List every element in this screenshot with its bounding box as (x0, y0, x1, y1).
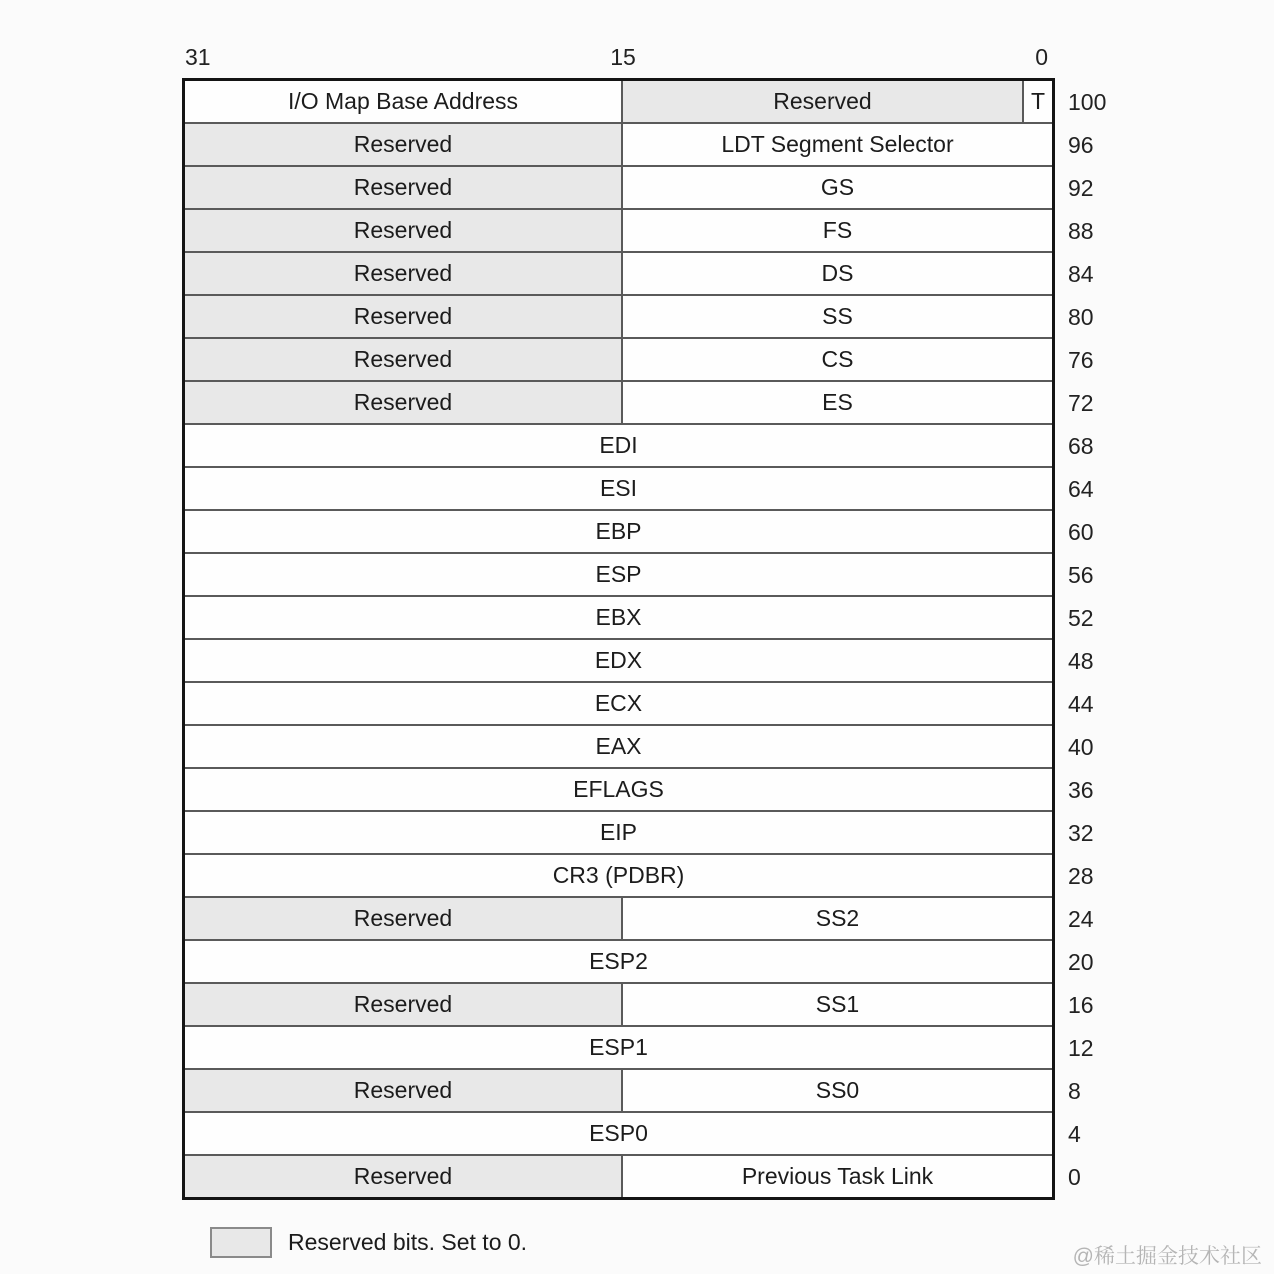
cell-ebx: EBX (185, 597, 1052, 638)
cell-reserved: Reserved (185, 167, 623, 208)
offset-44: 44 (1068, 691, 1094, 717)
offset-56: 56 (1068, 562, 1094, 588)
offset-64: 64 (1068, 476, 1094, 502)
tss-row-8 (185, 1070, 1052, 1113)
cell-reserved: Reserved (185, 1156, 623, 1197)
cell-fs: FS (623, 210, 1052, 251)
cell-cs: CS (623, 339, 1052, 380)
offset-88: 88 (1068, 218, 1094, 244)
tss-row-28 (185, 855, 1052, 898)
tss-row-100 (185, 81, 1052, 124)
offset-76: 76 (1068, 347, 1094, 373)
cell-ss0: SS0 (623, 1070, 1052, 1111)
offset-20: 20 (1068, 949, 1094, 975)
cell-eflags: EFLAGS (185, 769, 1052, 810)
cell-reserved: Reserved (185, 1070, 623, 1111)
cell-reserved: Reserved (185, 382, 623, 423)
tss-table (182, 78, 1055, 1200)
offset-92: 92 (1068, 175, 1094, 201)
tss-row-20 (185, 941, 1052, 984)
cell-ss2: SS2 (623, 898, 1052, 939)
cell-edx: EDX (185, 640, 1052, 681)
cell-ldt-segment-selector: LDT Segment Selector (623, 124, 1052, 165)
tss-row-48 (185, 640, 1052, 683)
tss-row-32 (185, 812, 1052, 855)
cell-esp2: ESP2 (185, 941, 1052, 982)
cell-ds: DS (623, 253, 1052, 294)
cell-esp0: ESP0 (185, 1113, 1052, 1154)
reserved-swatch (210, 1227, 272, 1258)
offset-32: 32 (1068, 820, 1094, 846)
cell-reserved: Reserved (185, 339, 623, 380)
cell-reserved: Reserved (623, 81, 1022, 122)
tss-row-68 (185, 425, 1052, 468)
tss-row-84 (185, 253, 1052, 296)
offset-24: 24 (1068, 906, 1094, 932)
cell-t: T (1022, 81, 1052, 122)
tss-row-4 (185, 1113, 1052, 1156)
watermark: @稀土掘金技术社区 (1072, 1245, 1262, 1268)
tss-row-40 (185, 726, 1052, 769)
tss-row-96 (185, 124, 1052, 167)
tss-row-24 (185, 898, 1052, 941)
tss-row-72 (185, 382, 1052, 425)
cell-reserved: Reserved (185, 124, 623, 165)
tss-row-52 (185, 597, 1052, 640)
tss-row-60 (185, 511, 1052, 554)
cell-esi: ESI (185, 468, 1052, 509)
offset-60: 60 (1068, 519, 1094, 545)
offset-40: 40 (1068, 734, 1094, 760)
offset-72: 72 (1068, 390, 1094, 416)
bit-label-31: 31 (185, 44, 211, 70)
cell-edi: EDI (185, 425, 1052, 466)
cell-eip: EIP (185, 812, 1052, 853)
offset-column (1068, 81, 1106, 1199)
tss-row-76 (185, 339, 1052, 382)
cell-ebp: EBP (185, 511, 1052, 552)
cell-reserved: Reserved (185, 210, 623, 251)
cell-esp: ESP (185, 554, 1052, 595)
offset-8: 8 (1068, 1078, 1081, 1104)
cell-es: ES (623, 382, 1052, 423)
cell-reserved: Reserved (185, 984, 623, 1025)
offset-4: 4 (1068, 1121, 1081, 1147)
legend-label: Reserved bits. Set to 0. (288, 1229, 528, 1255)
tss-row-36 (185, 769, 1052, 812)
tss-row-44 (185, 683, 1052, 726)
offset-48: 48 (1068, 648, 1094, 674)
cell-previous-task-link: Previous Task Link (623, 1156, 1052, 1197)
cell-i-o-map-base-address: I/O Map Base Address (185, 81, 623, 122)
offset-80: 80 (1068, 304, 1094, 330)
offset-52: 52 (1068, 605, 1094, 631)
tss-row-64 (185, 468, 1052, 511)
cell-eax: EAX (185, 726, 1052, 767)
cell-ss: SS (623, 296, 1052, 337)
bit-label-0: 0 (1035, 44, 1048, 70)
tss-row-88 (185, 210, 1052, 253)
tss-row-0 (185, 1156, 1052, 1197)
tss-row-92 (185, 167, 1052, 210)
offset-68: 68 (1068, 433, 1094, 459)
offset-100: 100 (1068, 89, 1107, 115)
offset-0: 0 (1068, 1164, 1081, 1190)
cell-reserved: Reserved (185, 296, 623, 337)
offset-28: 28 (1068, 863, 1094, 889)
tss-row-16 (185, 984, 1052, 1027)
cell-ecx: ECX (185, 683, 1052, 724)
offset-16: 16 (1068, 992, 1094, 1018)
offset-96: 96 (1068, 132, 1094, 158)
cell-gs: GS (623, 167, 1052, 208)
cell-cr3-pdbr: CR3 (PDBR) (185, 855, 1052, 896)
tss-row-12 (185, 1027, 1052, 1070)
offset-36: 36 (1068, 777, 1094, 803)
offset-84: 84 (1068, 261, 1094, 287)
offset-12: 12 (1068, 1035, 1094, 1061)
cell-reserved: Reserved (185, 253, 623, 294)
cell-reserved: Reserved (185, 898, 623, 939)
cell-ss1: SS1 (623, 984, 1052, 1025)
tss-row-56 (185, 554, 1052, 597)
legend (210, 1227, 527, 1258)
tss-row-80 (185, 296, 1052, 339)
cell-esp1: ESP1 (185, 1027, 1052, 1068)
bit-label-15: 15 (610, 44, 636, 70)
